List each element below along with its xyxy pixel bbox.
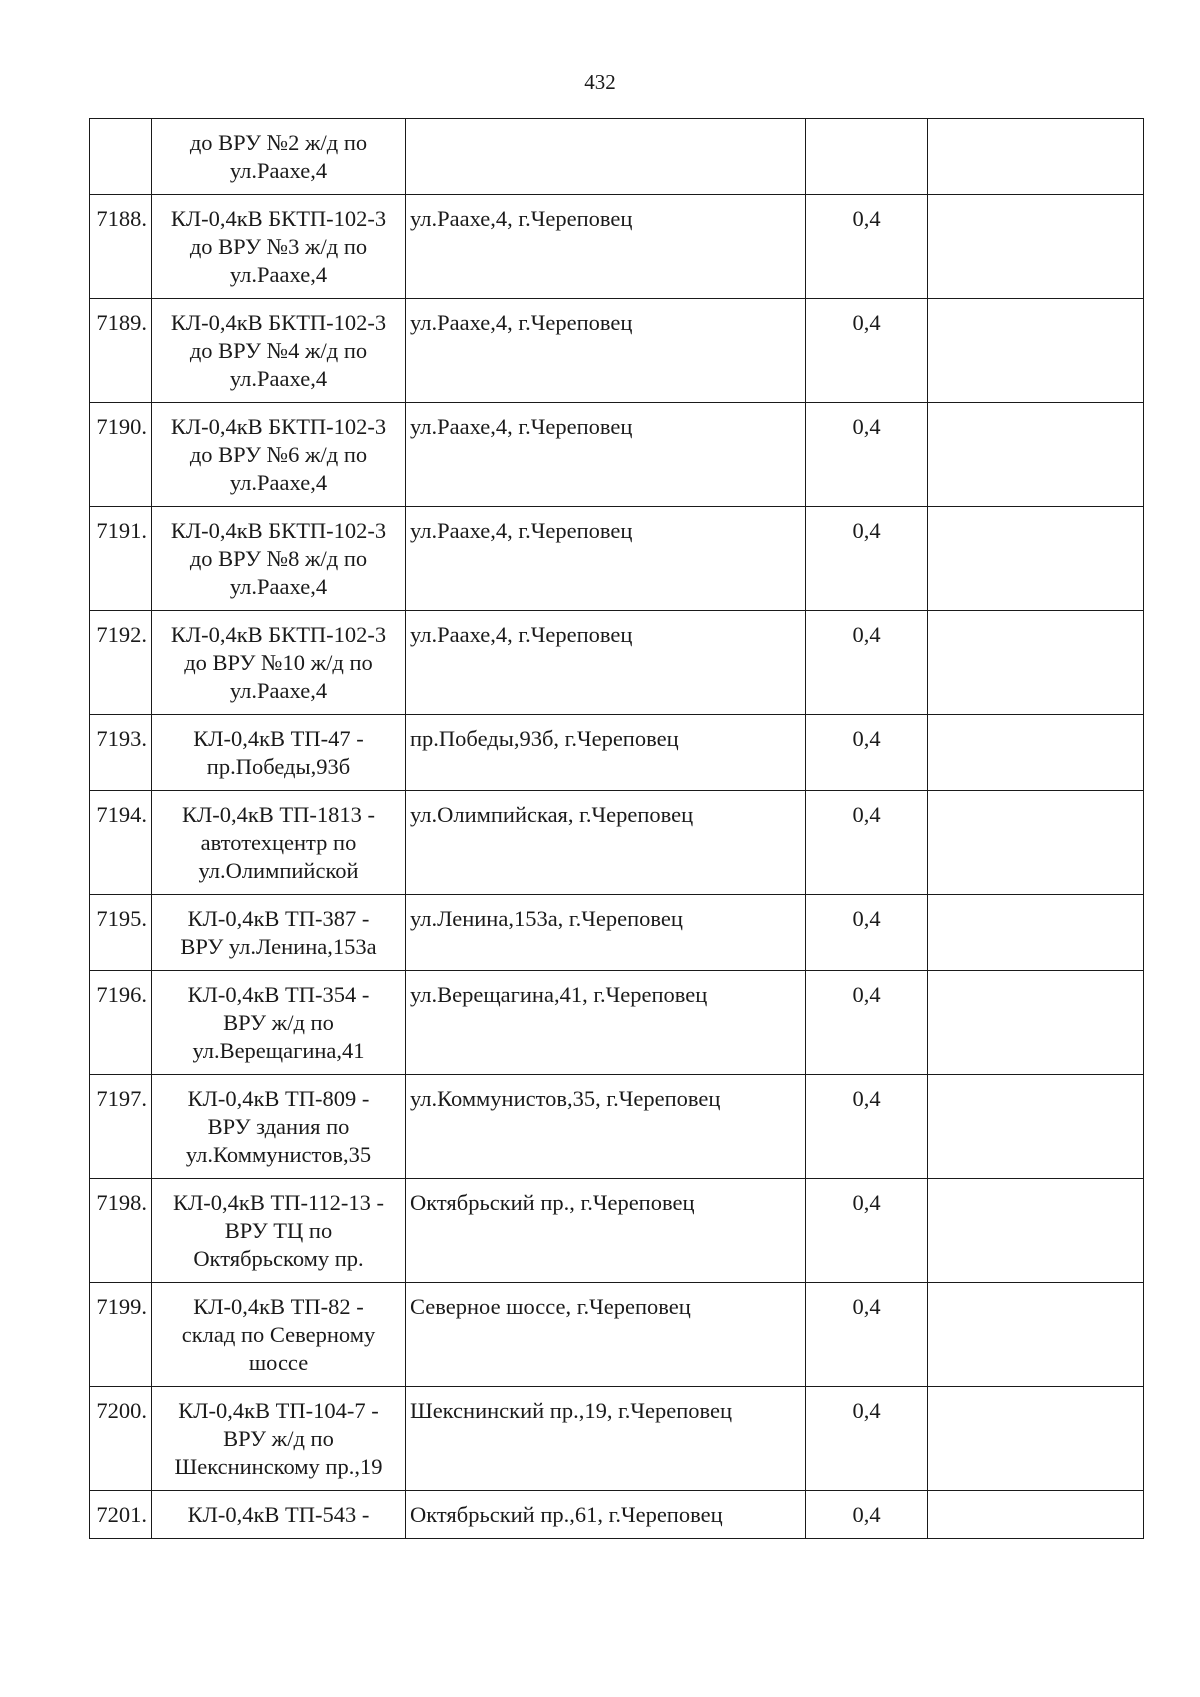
table-row: [90, 1075, 1144, 1179]
row-number-cell: 7198.: [90, 1179, 152, 1283]
address-cell: ул.Верещагина,41, г.Череповец: [406, 971, 806, 1075]
object-name-line: до ВРУ №8 ж/д по: [189, 546, 368, 571]
object-name-line: ул.Раахе,4: [229, 574, 328, 599]
row-number-cell: 7192.: [90, 611, 152, 715]
object-name-cell: [152, 1387, 406, 1491]
object-name-line: пр.Победы,93б: [206, 754, 351, 779]
object-name-line: ул.Раахе,4: [229, 158, 328, 183]
address-cell: ул.Олимпийская, г.Череповец: [406, 791, 806, 895]
voltage-cell: 0,4: [806, 1283, 928, 1387]
row-number-cell: 7196.: [90, 971, 152, 1075]
object-name-line: ВРУ здания по: [207, 1114, 350, 1139]
object-name-line: ВРУ ул.Ленина,153а: [180, 934, 377, 959]
object-name-line: КЛ-0,4кВ ТП-543 -: [187, 1502, 370, 1527]
object-name-cell: [152, 1491, 406, 1539]
table-row: [90, 299, 1144, 403]
object-name-line: ул.Коммунистов,35: [185, 1142, 372, 1167]
table-row: [90, 507, 1144, 611]
object-name-cell: [152, 119, 406, 195]
object-name-line: КЛ-0,4кВ БКТП-102-3: [170, 414, 387, 439]
address-cell: ул.Раахе,4, г.Череповец: [406, 611, 806, 715]
row-number-cell: 7191.: [90, 507, 152, 611]
object-name-line: Октябрьскому пр.: [193, 1246, 364, 1271]
address-cell: ул.Коммунистов,35, г.Череповец: [406, 1075, 806, 1179]
extra-cell: [928, 791, 1144, 895]
row-number-cell: 7189.: [90, 299, 152, 403]
voltage-cell: 0,4: [806, 507, 928, 611]
extra-cell: [928, 299, 1144, 403]
table-row: [90, 715, 1144, 791]
table-row: [90, 791, 1144, 895]
table-row: [90, 1283, 1144, 1387]
object-name-line: ул.Раахе,4: [229, 262, 328, 287]
voltage-cell: 0,4: [806, 1387, 928, 1491]
object-name-cell: [152, 895, 406, 971]
object-name-line: КЛ-0,4кВ ТП-1813 -: [181, 802, 376, 827]
object-name-line: КЛ-0,4кВ БКТП-102-3: [170, 622, 387, 647]
extra-cell: [928, 971, 1144, 1075]
object-name-line: ВРУ ТЦ по: [224, 1218, 333, 1243]
object-name-line: КЛ-0,4кВ БКТП-102-3: [170, 518, 387, 543]
table-row: [90, 195, 1144, 299]
voltage-cell: 0,4: [806, 403, 928, 507]
object-name-line: КЛ-0,4кВ ТП-354 -: [187, 982, 370, 1007]
object-name-line: КЛ-0,4кВ ТП-47 -: [193, 726, 364, 751]
object-name-line: шоссе: [248, 1350, 309, 1375]
address-cell: ул.Раахе,4, г.Череповец: [406, 403, 806, 507]
row-number-cell: 7188.: [90, 195, 152, 299]
extra-cell: [928, 895, 1144, 971]
extra-cell: [928, 715, 1144, 791]
row-number-cell: 7199.: [90, 1283, 152, 1387]
object-name-line: КЛ-0,4кВ ТП-387 -: [187, 906, 370, 931]
extra-cell: [928, 1491, 1144, 1539]
extra-cell: [928, 1283, 1144, 1387]
object-name-line: ул.Раахе,4: [229, 678, 328, 703]
table-row: [90, 971, 1144, 1075]
object-name-line: ул.Олимпийской: [198, 858, 359, 883]
voltage-cell: 0,4: [806, 1491, 928, 1539]
object-name-cell: [152, 507, 406, 611]
object-name-line: до ВРУ №6 ж/д по: [189, 442, 368, 467]
table-row: [90, 1491, 1144, 1539]
object-name-cell: [152, 1283, 406, 1387]
row-number-cell: 7200.: [90, 1387, 152, 1491]
voltage-cell: 0,4: [806, 611, 928, 715]
voltage-cell: 0,4: [806, 1075, 928, 1179]
object-name-line: до ВРУ №4 ж/д по: [189, 338, 368, 363]
table-row: [90, 119, 1144, 195]
extra-cell: [928, 403, 1144, 507]
voltage-cell: 0,4: [806, 791, 928, 895]
page-number: 432: [584, 70, 616, 94]
voltage-cell: 0,4: [806, 195, 928, 299]
object-name-line: автотехцентр по: [200, 830, 357, 855]
object-name-line: ВРУ ж/д по: [223, 1010, 334, 1035]
object-name-line: до ВРУ №10 ж/д по: [184, 650, 373, 675]
table-row: [90, 895, 1144, 971]
address-cell: ул.Раахе,4, г.Череповец: [406, 195, 806, 299]
address-cell: пр.Победы,93б, г.Череповец: [406, 715, 806, 791]
object-name-line: склад по Северному: [181, 1322, 376, 1347]
object-name-line: до ВРУ №3 ж/д по: [189, 234, 368, 259]
extra-cell: [928, 195, 1144, 299]
table-row: [90, 403, 1144, 507]
object-name-cell: [152, 611, 406, 715]
registry-table: [89, 118, 1144, 1539]
object-name-cell: [152, 715, 406, 791]
row-number-cell: 7193.: [90, 715, 152, 791]
object-name-line: ул.Верещагина,41: [192, 1038, 365, 1063]
voltage-cell: [806, 119, 928, 195]
address-cell: ул.Раахе,4, г.Череповец: [406, 299, 806, 403]
object-name-line: ВРУ ж/д по: [223, 1426, 334, 1451]
extra-cell: [928, 1075, 1144, 1179]
object-name-cell: [152, 791, 406, 895]
object-name-cell: [152, 971, 406, 1075]
object-name-cell: [152, 299, 406, 403]
row-number-cell: 7195.: [90, 895, 152, 971]
address-cell: ул.Ленина,153а, г.Череповец: [406, 895, 806, 971]
object-name-line: КЛ-0,4кВ ТП-104-7 -: [178, 1398, 379, 1423]
row-number-cell: 7197.: [90, 1075, 152, 1179]
table-row: [90, 1387, 1144, 1491]
row-number-cell: 7201.: [90, 1491, 152, 1539]
object-name-cell: [152, 1179, 406, 1283]
object-name-line: КЛ-0,4кВ ТП-112-13 -: [173, 1190, 384, 1215]
extra-cell: [928, 507, 1144, 611]
address-cell: Октябрьский пр., г.Череповец: [406, 1179, 806, 1283]
table-row: [90, 1179, 1144, 1283]
voltage-cell: 0,4: [806, 971, 928, 1075]
object-name-line: ул.Раахе,4: [229, 470, 328, 495]
row-number-cell: 7194.: [90, 791, 152, 895]
object-name-cell: [152, 403, 406, 507]
object-name-cell: [152, 195, 406, 299]
object-name-line: КЛ-0,4кВ БКТП-102-3: [170, 206, 387, 231]
object-name-line: КЛ-0,4кВ ТП-82 -: [193, 1294, 364, 1319]
address-cell: Северное шоссе, г.Череповец: [406, 1283, 806, 1387]
object-name-line: КЛ-0,4кВ БКТП-102-3: [170, 310, 387, 335]
registry-table-body: [90, 119, 1144, 1539]
object-name-line: КЛ-0,4кВ ТП-809 -: [187, 1086, 370, 1111]
voltage-cell: 0,4: [806, 1179, 928, 1283]
voltage-cell: 0,4: [806, 299, 928, 403]
table-row: [90, 611, 1144, 715]
address-cell: Шекснинский пр.,19, г.Череповец: [406, 1387, 806, 1491]
address-cell: Октябрьский пр.,61, г.Череповец: [406, 1491, 806, 1539]
extra-cell: [928, 1387, 1144, 1491]
address-cell: ул.Раахе,4, г.Череповец: [406, 507, 806, 611]
object-name-line: до ВРУ №2 ж/д по: [189, 130, 368, 155]
extra-cell: [928, 1179, 1144, 1283]
object-name-line: Шекснинскому пр.,19: [174, 1454, 383, 1479]
extra-cell: [928, 119, 1144, 195]
voltage-cell: 0,4: [806, 715, 928, 791]
object-name-line: ул.Раахе,4: [229, 366, 328, 391]
voltage-cell: 0,4: [806, 895, 928, 971]
extra-cell: [928, 611, 1144, 715]
address-cell: [406, 119, 806, 195]
object-name-cell: [152, 1075, 406, 1179]
row-number-cell: 7190.: [90, 403, 152, 507]
row-number-cell: [90, 119, 152, 195]
